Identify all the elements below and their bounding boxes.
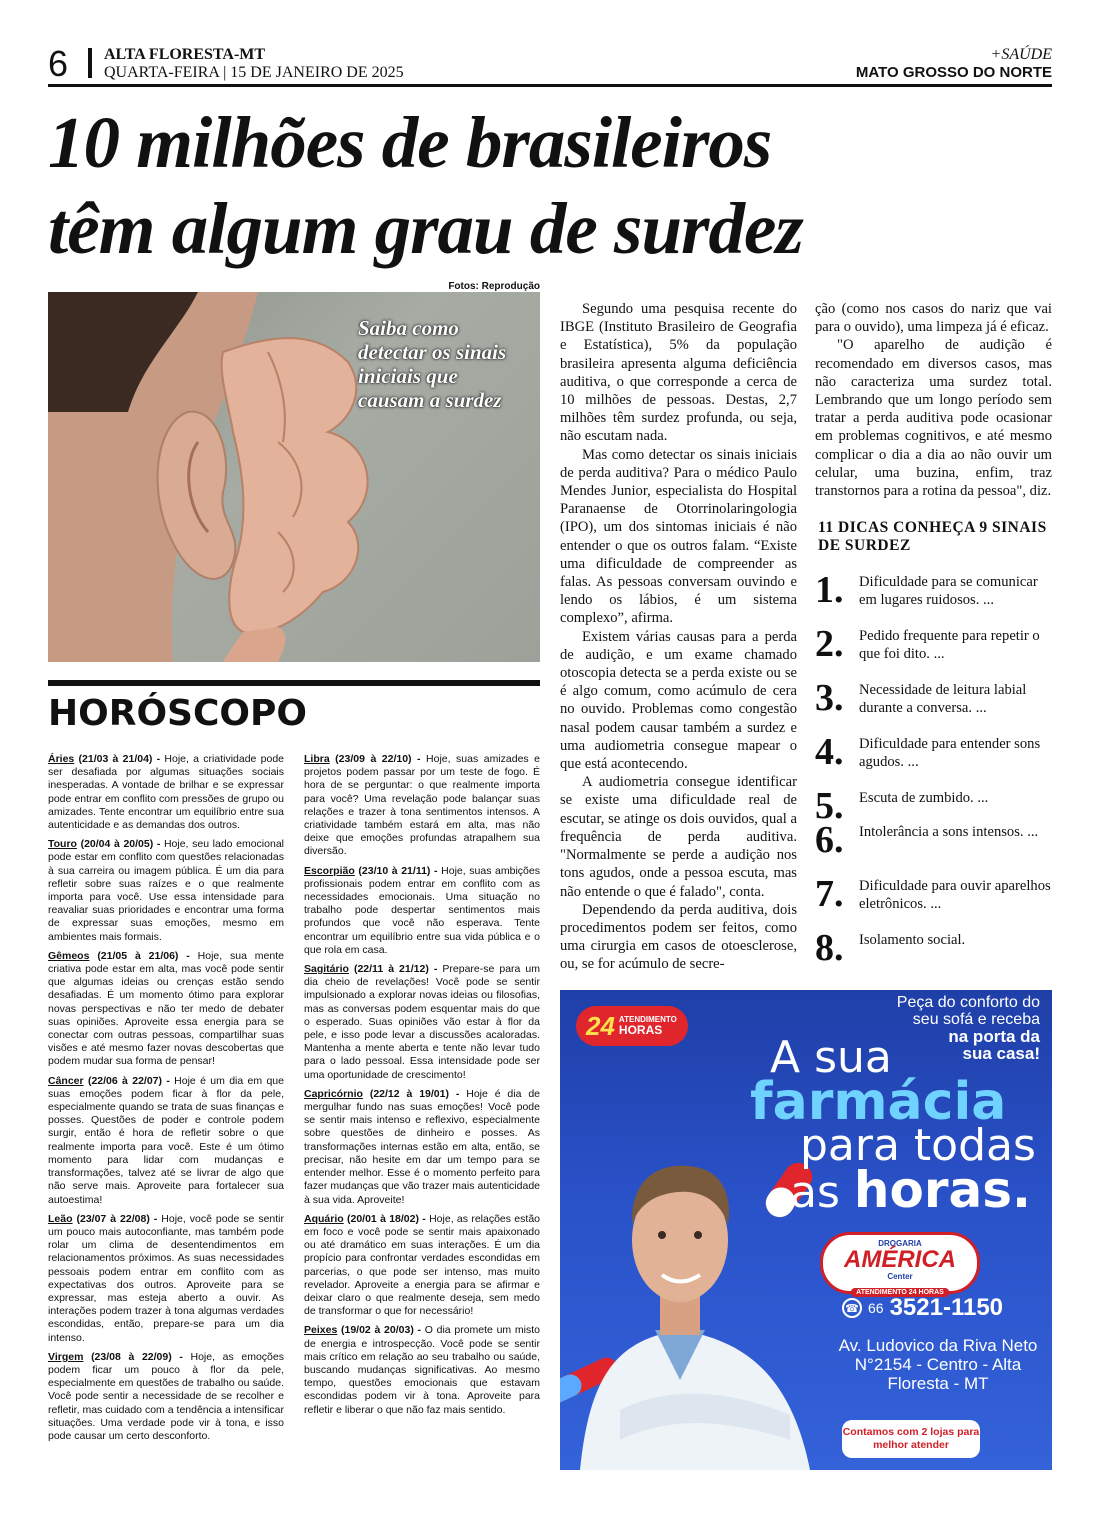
store-address: Av. Ludovico da Riva Neto N°2154 - Centro - Alta Floresta - MT — [838, 1336, 1038, 1393]
sign-text: Hoje, suas amizades e projetos podem passar por um teste de fogo. É hora de se perguntar: o que realmente importa para você? Uma revelação pode balançar suas relações e trazer à tona sentimentos intensos. A criatividade também estará em alta, mas não deixe que emoções profundas atrapalhem sua diversão. — [304, 753, 540, 858]
article-paragraph: Dependendo da perda auditiva, dois procedimentos podem ser feitos, como uma cirurgia em casos de otoesclerose, ou, se for acúmulo de secre- — [560, 901, 797, 973]
sign-name: Leão — [48, 1212, 73, 1225]
sign-name: Libra — [304, 753, 330, 765]
sign-name: Aquário — [304, 1212, 344, 1225]
horoscope-entry — [48, 838, 284, 944]
tip-item — [815, 570, 1055, 624]
article-paragraph: A audiometria consegue identificar se existe uma dificuldade real de escutar, se atinge os dois ouvidos, qual a frequência de perda auditiva. "Normalmente se perde a audição nos tons agudos, onde a pessoa escuta, mas não entende o que é falado", conta. — [560, 774, 797, 900]
delivery-bold-2: sua casa! — [962, 1044, 1040, 1063]
section-name: +SAÚDE — [990, 46, 1052, 63]
tip-text: Dificuldade para ouvir aparelhos eletrônicos. ... — [859, 878, 1051, 913]
horoscope-rule — [48, 680, 540, 686]
tips-list — [815, 570, 1055, 982]
slogan-line-4a: as — [790, 1167, 854, 1218]
tip-text: Dificuldade para entender sons agudos. ... — [859, 736, 1041, 771]
sign-text: O dia promete um misto de energia e introspecção. Você pode se sentir mais crítico em relação ao seu trabalho ou saúde, buscando mudanças significativas. Ao mesmo tempo, questões emocionais que estavam escondidas podem vir à tona. Aproveite para refletir e liberar o que não faz mais sentido. — [304, 1324, 540, 1416]
sign-dates: (20/01 à 18/02) - — [346, 1212, 426, 1225]
sign-text: Hoje, a criatividade pode ser desafiada por algumas situações sociais inesperadas. A vontade de brilhar e se expressar pode entrar em conflito com pressões de grupo ou amizades. Tente encontrar um equilíbrio entre sua autenticidade e as demandas dos outros. — [48, 753, 284, 832]
article-column-1 — [560, 300, 797, 974]
phone-contact[interactable] — [842, 1294, 1003, 1322]
header-city: ALTA FLORESTA-MT — [104, 46, 266, 63]
header-divider — [88, 48, 92, 78]
horoscope-title: HORÓSCOPO — [48, 693, 307, 734]
sign-name: Capricórnio — [304, 1087, 363, 1100]
tip-text: Escuta de zumbido. ... — [859, 790, 989, 806]
badge-line-2: HORAS — [618, 1023, 663, 1037]
logo-bottom: ATENDIMENTO 24 HORAS — [851, 1288, 949, 1297]
slogan-line-4b: horas. — [853, 1161, 1031, 1219]
sign-name: Peixes — [304, 1324, 338, 1337]
photo-credit: Fotos: Reprodução — [448, 281, 540, 292]
tip-number: 4. — [815, 731, 844, 773]
horoscope-entry — [304, 963, 540, 1082]
sign-text: Hoje, as emoções podem ficar um pouco à flor da pele, especialmente em questões de trabalho ou saúde. Você pode sentir a necessidade de se recolher e refletir, mas cuidado com a tendência a intensificar situações. Uma verdade pode vir à tona, e isso pode causar um certo desconforto. — [48, 1350, 284, 1442]
tip-number: 6. — [815, 819, 844, 861]
ad-slogan — [750, 1032, 1050, 1219]
horoscope-entry — [304, 753, 540, 859]
delivery-bold-1: na porta da — [948, 1027, 1040, 1046]
sign-name: Escorpião — [304, 864, 355, 877]
sign-dates: (20/04 à 20/05) - — [80, 838, 161, 851]
tips-title: 11 DICAS CONHEÇA 9 SINAIS DE SURDEZ — [818, 519, 1047, 554]
logo-sub: Center — [887, 1272, 913, 1281]
tip-text: Pedido frequente para repetir o que foi dito. ... — [859, 628, 1040, 663]
horoscope-column-1 — [48, 753, 284, 1449]
header-left — [104, 46, 404, 82]
sign-dates: (23/08 à 22/09) - — [91, 1350, 183, 1363]
article-paragraph: ção (como nos casos do nariz que vai para o ouvido), uma limpeza já é eficaz. — [815, 301, 1052, 336]
badge-line-1: ATENDIMENTO — [618, 1015, 677, 1024]
sign-text: Hoje, suas ambições profissionais podem entrar em conflito com as necessidades emocionais. Uma situação no trabalho pode despertar sentimentos mais profundos que você não esperava. Tente encontrar um equilíbrio entre sua vida pública e o que rola em casa. — [304, 864, 540, 956]
article-column-2 — [815, 300, 1052, 500]
tip-text: Intolerância a sons intensos. ... — [859, 824, 1039, 840]
badge-number: 24 — [586, 1010, 615, 1041]
sign-name: Câncer — [48, 1074, 84, 1087]
phone-icon: ☎ — [842, 1298, 862, 1318]
sign-name: Áries — [48, 753, 75, 765]
slogan-line-4 — [750, 1161, 1050, 1219]
sign-dates: (21/05 à 21/06) - — [97, 949, 190, 962]
sign-dates: (23/10 à 21/11) - — [358, 864, 438, 877]
horoscope-entry — [48, 1075, 284, 1207]
horoscope-entry — [304, 1324, 540, 1416]
article-paragraph: "O aparelho de audição é recomendado em diversos casos, mas não caracteriza uma surdez total. Lembrando que um longo período sem tratar a perda auditiva pode ocasionar em problemas cognitivos, e até mesmo complicar o dia a dia ao não ouvir um celular, uma buzina, enfim, traz transtornos para a rotina da pessoa", diz. — [815, 337, 1052, 500]
tip-number: 5. — [815, 785, 844, 827]
article-photo — [48, 292, 540, 662]
horoscope-column-2 — [304, 753, 540, 1423]
logo-top: DROGARIA — [878, 1239, 922, 1248]
header-rule — [48, 84, 1052, 87]
sign-text: Hoje, sua mente criativa pode estar em alta, mas você pode sentir que algumas ideias ou crenças estão sendo desafiadas. É um momento ótimo para explorar novas perspectivas e não ter medo de debater suas opiniões. Aproveite essa energia para se conectar com outras pessoas, compartilhar suas visões e até mesmo fazer novas descobertas que podem mudar sua forma de pensar! — [48, 949, 284, 1068]
horoscope-entry — [48, 1351, 284, 1443]
slogan-line-2: farmácia — [750, 1072, 1007, 1132]
tip-item — [815, 820, 1055, 874]
header-right — [856, 46, 1052, 82]
tip-item — [815, 874, 1055, 928]
article-paragraph: Mas como detectar os sinais iniciais de perda auditiva? Para o médico Paulo Mendes Junior, especialista do Hospital Paranaense de Otorrinolaringologia (IPO), um dos sintomas iniciais é não entender o que os outros falam. “Existe uma dificuldade de compreender as falas. As pessoas conversam ouvindo e lendo os lábios, é um sistema complexo”, afirma. — [560, 446, 797, 627]
sign-dates: (22/06 à 22/07) - — [87, 1074, 170, 1087]
stores-note: Contamos com 2 lojas para melhor atender — [842, 1420, 980, 1458]
horoscope-entry — [48, 753, 284, 832]
sign-name: Touro — [48, 838, 77, 851]
tip-number: 2. — [815, 623, 844, 665]
delivery-line-2: seu sofá e receba — [912, 1011, 1040, 1028]
sign-name: Sagitário — [304, 963, 349, 976]
article-paragraph: Segundo uma pesquisa recente do IBGE (Instituto Brasileiro de Geografia e Estatística), 5% da população brasileira apresenta alguma deficiência auditiva, o que corresponde a cerca de 10 milhões de pessoas. Destas, 2,7 milhões têm surdez profunda, ou seja, não escutam nada. — [560, 301, 797, 445]
tip-text: Dificuldade para se comunicar em lugares ruidosos. ... — [859, 574, 1038, 609]
tip-item — [815, 678, 1055, 732]
tip-number: 7. — [815, 873, 844, 915]
article-paragraph: Existem várias causas para a perda de audição, e um exame chamado otoscopia detecta se a perda existe ou se é algo comum, como acúmulo de cera no ouvido. Problemas como congestão nasal podem causar também a surdez e uma audiometria consegue mapear o que está acontecendo. — [560, 628, 797, 773]
24h-badge — [576, 1006, 688, 1046]
photo-caption: Saiba como detectar os sinais iniciais que causam a surdez — [358, 316, 507, 412]
logo-name: AMÉRICA — [844, 1246, 956, 1273]
tip-item — [815, 928, 1055, 982]
drogaria-america-logo — [820, 1232, 980, 1294]
sign-text: Prepare-se para um dia cheio de revelações! Você pode se sentir impulsionado a explorar novas ideias ou filosofias, mas as conversas podem esquentar mais do que o esperado. Suas opiniões vão estar à flor da pele, e isso pode levar a discussões acaloradas. Mantenha a mente aberta e tente não levar tudo para o lado pessoal. Essa intensidade pode ser uma oportunidade de crescimento! — [304, 963, 540, 1081]
tip-number: 3. — [815, 677, 844, 719]
header-date: QUARTA-FEIRA | 15 DE JANEIRO DE 2025 — [104, 64, 404, 81]
sign-dates: (23/09 à 22/10) - — [335, 753, 421, 765]
horoscope-entry — [304, 1088, 540, 1207]
delivery-line-1: Peça do conforto do — [896, 994, 1040, 1011]
headline-line-1: 10 milhões de brasileiros — [48, 102, 772, 183]
sign-text: Hoje é um dia em que suas emoções podem ficar à flor da pele, especialmente quando se trata de suas finanças e posses. Questões de poder e controle podem surgir, então é hora de refletir sobre o que realmente importa para você. Este é um ótimo momento para lidar com mudanças e transformações, talvez até se livrar de algo que não serve mais. Aproveite para fortalecer sua autoestima! — [48, 1074, 284, 1206]
tip-item — [815, 624, 1055, 678]
horoscope-entry — [304, 865, 540, 957]
sign-name: Virgem — [48, 1350, 84, 1363]
tip-number: 8. — [815, 927, 844, 969]
tip-text: Isolamento social. — [859, 932, 966, 948]
article-headline — [48, 100, 1058, 272]
tip-item — [815, 732, 1055, 786]
horoscope-entry — [304, 1213, 540, 1319]
page-number: 6 — [48, 43, 69, 84]
headline-line-2: têm algum grau de surdez — [48, 188, 803, 269]
sign-text: Hoje é dia de mergulhar fundo nas suas emoções! Você pode se sentir mais intenso e reflexivo, especialmente sobre questões de dinheiro e posses. As transformações internas estão em alta, então, se precisar, não hesite em dar um tempo para se entender melhor. Esse é o momento perfeito para fazer mudanças que vão trazer mais autenticidade à sua vida. Aproveite! — [304, 1087, 541, 1206]
sign-dates: (22/11 à 21/12) - — [353, 963, 438, 976]
tip-number: 1. — [815, 569, 844, 611]
phone-area-code: 66 — [868, 1300, 884, 1316]
sign-dates: (19/02 à 20/03) - — [341, 1324, 422, 1337]
tip-text: Necessidade de leitura labial durante a conversa. ... — [859, 682, 1027, 717]
sign-text: Hoje, seu lado emocional pode estar em conflito com questões relacionadas à sua carreira ou imagem pública. É um dia para refletir sobre suas raízes e o que realmente importa para você. Use essa intensidade para reavaliar suas prioridades e encontrar uma forma de expressar suas emoções, mesmo em ambientes mais formais. — [48, 838, 284, 943]
sign-text: Hoje, as relações estão em foco e você pode se sentir mais apaixonado ou até dramático em suas interações. É um dia propício para confrontar verdades escondidas em parcerias, o que pode ser intenso, mas muito revelador. Aproveite a energia para se afirmar e deixar claro o que realmente deseja, sem medo de transformar o que for necessário! — [304, 1212, 540, 1318]
sign-dates: (21/03 à 21/04) - — [78, 753, 161, 765]
sign-dates: (23/07 à 22/08) - — [76, 1212, 158, 1225]
horoscope-entry — [48, 1213, 284, 1345]
slogan-line-3: para todas — [800, 1120, 1036, 1171]
slogan-line-1: A sua — [770, 1032, 892, 1083]
sign-dates: (22/12 à 19/01) - — [369, 1087, 460, 1100]
phone-number: 3521-1150 — [889, 1294, 1004, 1321]
sign-name: Gêmeos — [48, 949, 90, 962]
newspaper-name: MATO GROSSO DO NORTE — [855, 64, 1052, 81]
horoscope-entry — [48, 950, 284, 1069]
tip-item — [815, 785, 1055, 827]
sign-text: Hoje, você pode se sentir um pouco mais autoconfiante, mas também pode rolar um clima de desentendimentos em relacionamentos próximos. As suas necessidades pessoais podem entrar em conflito com as expectativas dos outros. Aproveite para se expressar, mas esteja aberto a ouvir. As interações podem trazer à tona algumas verdades escondidas, então, prepare-se para um dia intenso. — [48, 1212, 285, 1344]
pharmacy-advertisement[interactable] — [560, 990, 1052, 1470]
